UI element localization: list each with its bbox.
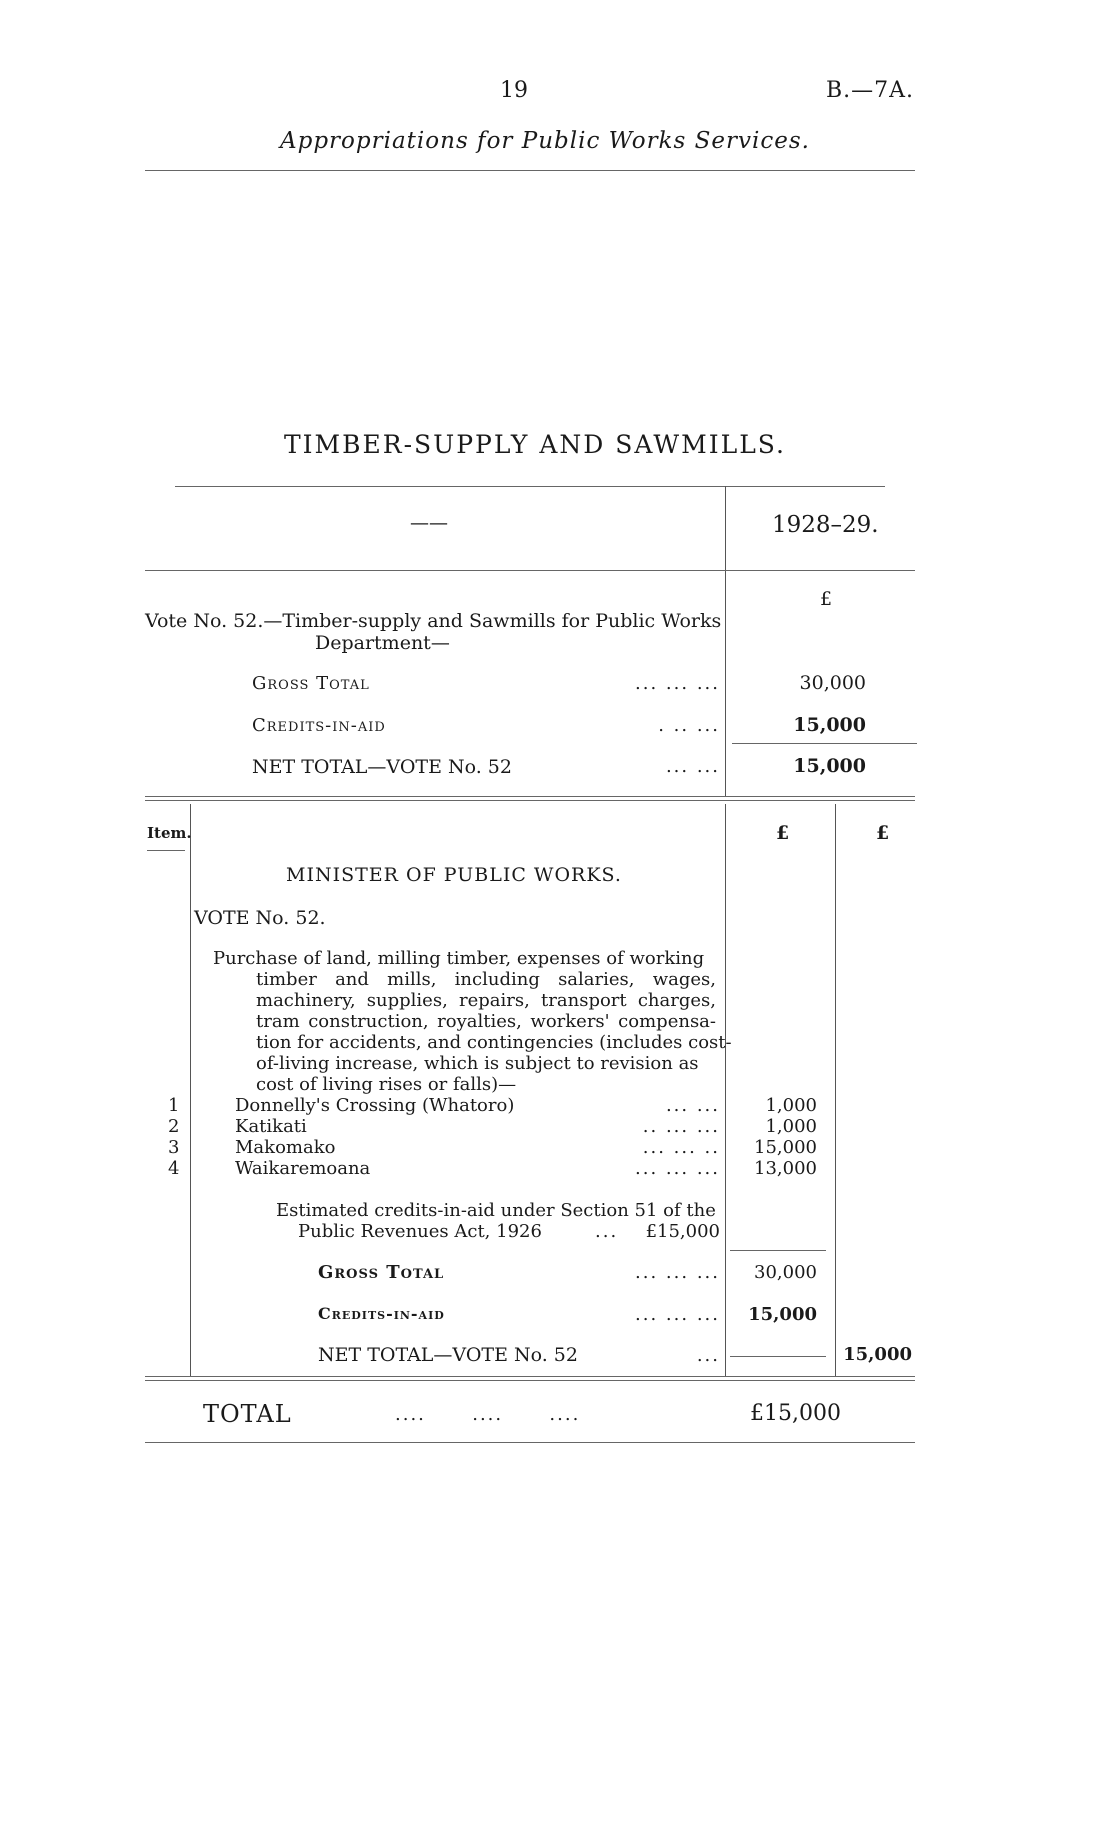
purpose-line-2: timber and mills, including salaries, wages, <box>256 969 716 990</box>
document-code: B.—7A. <box>826 78 915 103</box>
summary-dash-label: —— <box>410 512 448 534</box>
summary-column-divider <box>725 486 726 796</box>
detail-credits-value: 15,000 <box>748 1304 817 1325</box>
item-name: Waikaremoana <box>235 1158 371 1179</box>
detail-top-rule-double <box>145 800 915 801</box>
credits-note-line2: Public Revenues Act, 1926 <box>298 1221 542 1242</box>
year-heading: 1928–29. <box>772 512 879 538</box>
detail-gross-label: Gross Total <box>318 1262 445 1283</box>
item-amount: 1,000 <box>765 1095 817 1116</box>
summary-net-value: 15,000 <box>793 755 866 777</box>
summary-sum-rule <box>732 743 917 744</box>
net-sum-rule <box>730 1356 826 1357</box>
purpose-line-1: Purchase of land, milling timber, expenses of working <box>213 948 705 969</box>
summary-top-rule <box>175 486 885 487</box>
item-number: 2 <box>168 1116 180 1137</box>
total-currency: £ <box>876 822 890 844</box>
credits-note-dots: ... <box>595 1221 619 1242</box>
detail-bottom-rule-double <box>145 1380 915 1381</box>
amount-column-divider <box>725 804 726 1376</box>
vote-heading: VOTE No. 52. <box>194 907 326 929</box>
summary-gross-value: 30,000 <box>799 672 866 694</box>
summary-net-label: NET TOTAL—VOTE No. 52 <box>252 756 512 778</box>
detail-top-rule <box>145 796 915 797</box>
detail-net-label: NET TOTAL—VOTE No. 52 <box>318 1344 578 1366</box>
summary-credits-value: 15,000 <box>793 714 866 736</box>
item-dots: ... ... <box>665 1095 720 1116</box>
item-name: Makomako <box>235 1137 336 1158</box>
amount-currency: £ <box>776 822 790 844</box>
summary-credits-dots: . .. ... <box>658 715 720 736</box>
item-dots: ... ... .. <box>642 1137 720 1158</box>
item-dots: .. ... ... <box>642 1116 720 1137</box>
item-amount: 15,000 <box>754 1137 817 1158</box>
grand-total-dots: .... .... .... <box>395 1404 581 1425</box>
purpose-line-7: cost of living rises or falls)— <box>256 1074 517 1095</box>
purpose-line-4: tram construction, royalties, workers' compensa- <box>256 1011 716 1032</box>
summary-gross-label: Gross Total <box>252 673 370 694</box>
header-rule <box>145 170 915 171</box>
summary-credits-label: Credits-in-aid <box>252 715 386 736</box>
detail-net-dots: ... <box>696 1345 720 1366</box>
detail-net-value: 15,000 <box>843 1344 912 1365</box>
detail-gross-dots: ... ... ... <box>635 1262 720 1283</box>
item-amount: 13,000 <box>754 1158 817 1179</box>
purpose-line-5: tion for accidents, and contingencies (includes cost- <box>256 1032 732 1053</box>
vote-title-line2: Department— <box>315 632 450 654</box>
item-number: 4 <box>168 1158 180 1179</box>
detail-credits-dots: ... ... ... <box>635 1304 720 1325</box>
grand-total-rule <box>145 1442 915 1443</box>
grand-total-value: £15,000 <box>750 1401 841 1426</box>
item-number: 1 <box>168 1095 180 1116</box>
item-amount: 1,000 <box>765 1116 817 1137</box>
purpose-line-6: of-living increase, which is subject to revision as <box>256 1053 699 1074</box>
item-dots: ... ... ... <box>635 1158 720 1179</box>
item-heading: Item. <box>147 824 192 842</box>
purpose-line-3: machinery, supplies, repairs, transport charges, <box>256 990 716 1011</box>
gross-sum-rule <box>730 1250 826 1251</box>
page-number: 19 <box>500 78 528 103</box>
summary-net-dots: ... ... <box>665 756 720 777</box>
vote-title-line1: Vote No. 52.—Timber-supply and Sawmills for Public Works <box>145 610 722 632</box>
detail-credits-label: Credits-in-aid <box>318 1304 445 1323</box>
item-name: Donnelly's Crossing (Whatoro) <box>235 1095 515 1116</box>
summary-header-rule <box>145 570 915 571</box>
credits-note-amount: £15,000 <box>645 1221 720 1242</box>
summary-gross-dots: ... ... ... <box>635 673 720 694</box>
section-title: TIMBER-SUPPLY AND SAWMILLS. <box>284 430 786 459</box>
credits-note-line1: Estimated credits-in-aid under Section 51 of the <box>276 1200 716 1221</box>
item-number: 3 <box>168 1137 180 1158</box>
running-title: Appropriations for Public Works Services. <box>280 128 810 154</box>
total-column-divider <box>835 804 836 1376</box>
grand-total-label: TOTAL <box>203 1400 292 1428</box>
item-column-divider <box>190 804 191 1376</box>
minister-heading: MINISTER OF PUBLIC WORKS. <box>286 864 622 886</box>
detail-gross-value: 30,000 <box>754 1262 817 1283</box>
detail-bottom-rule <box>145 1376 915 1377</box>
item-name: Katikati <box>235 1116 307 1137</box>
item-heading-rule <box>147 850 185 851</box>
summary-currency: £ <box>820 588 833 610</box>
